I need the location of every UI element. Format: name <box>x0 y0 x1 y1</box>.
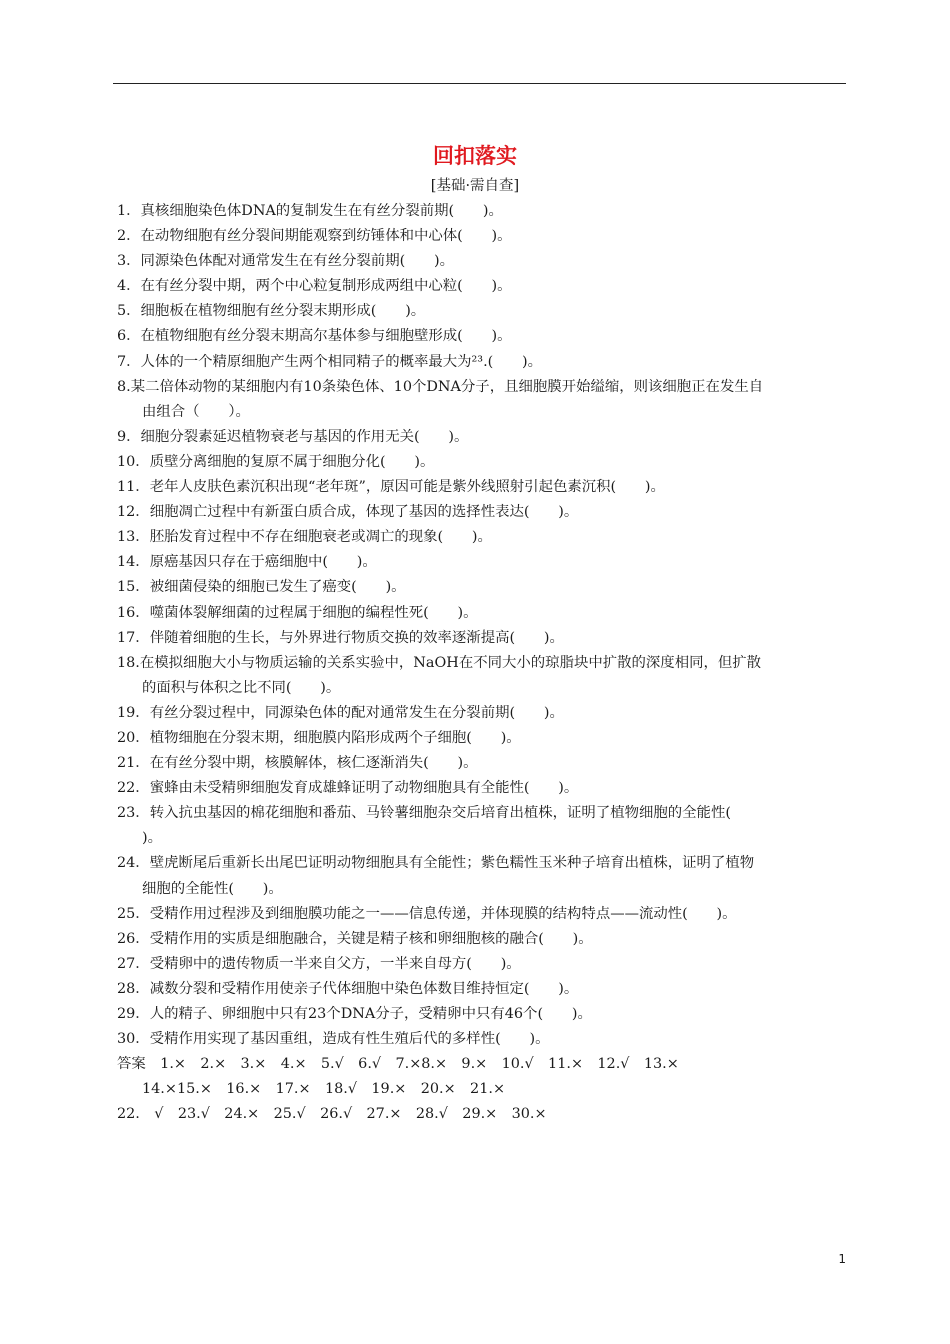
question-8-cont: 由组合（ ）。 <box>142 403 250 420</box>
question-17: 17．伴随着细胞的生长，与外界进行物质交换的效率逐渐提高( )。 <box>117 629 564 646</box>
question-10: 10．质壁分离细胞的复原不属于细胞分化( )。 <box>117 453 435 470</box>
question-1: 1．真核细胞染色体DNA的复制发生在有丝分裂前期( )。 <box>117 203 503 219</box>
page-title: 回扣落实 <box>433 144 517 168</box>
question-12: 12．细胞凋亡过程中有新蛋白质合成，体现了基因的选择性表达( )。 <box>117 504 579 521</box>
question-3: 3．同源染色体配对通常发生在有丝分裂前期( )。 <box>117 253 454 270</box>
question-7: 7．人体的一个精原细胞产生两个相同精子的概率最大为²³.( )。 <box>117 353 543 370</box>
question-list <box>117 199 852 1127</box>
question-9: 9．细胞分裂素延迟植物衰老与基因的作用无关( )。 <box>117 428 469 445</box>
question-30: 30．受精作用实现了基因重组，造成有性生殖后代的多样性( )。 <box>117 1031 550 1048</box>
question-15: 15．被细菌侵染的细胞已发生了癌变( )。 <box>117 579 406 596</box>
answers-line-2: 14.×15.× 16.× 17.× 18.√ 19.× 20.× 21.× <box>142 1081 506 1098</box>
question-28: 28．减数分裂和受精作用使亲子代体细胞中染色体数目维持恒定( )。 <box>117 980 579 997</box>
question-20: 20．植物细胞在分裂末期，细胞膜内陷形成两个子细胞( )。 <box>117 729 521 746</box>
question-18: 18.在模拟细胞大小与物质运输的关系实验中，NaOH在不同大小的琼脂块中扩散的深度相同，但扩散 <box>117 654 762 671</box>
question-24: 24．壁虎断尾后重新长出尾巴证明动物细胞具有全能性；紫色糯性玉米种子培育出植株，证明了植物 <box>117 855 755 872</box>
question-19: 19．有丝分裂过程中，同源染色体的配对通常发生在分裂前期( )。 <box>117 704 564 721</box>
header-rule <box>113 83 846 84</box>
question-8: 8.某二倍体动物的某细胞内有10条染色体、10个DNA分子，且细胞膜开始缢缩，则该细胞正在发生自 <box>117 378 764 395</box>
question-2: 2．在动物细胞有丝分裂间期能观察到纺锤体和中心体( )。 <box>117 228 512 245</box>
answers-line-3: 22. √ 23.√ 24.× 25.√ 26.√ 27.× 28.√ 29.× 30.× <box>117 1106 547 1123</box>
page-number: 1 <box>838 1252 846 1266</box>
question-26: 26．受精作用的实质是细胞融合，关键是精子核和卵细胞核的融合( )。 <box>117 930 593 947</box>
question-4: 4．在有丝分裂中期，两个中心粒复制形成两组中心粒( )。 <box>117 278 512 295</box>
question-27: 27．受精卵中的遗传物质一半来自父方，一半来自母方( )。 <box>117 955 521 972</box>
question-24-cont: 细胞的全能性( )。 <box>142 880 283 897</box>
question-23: 23．转入抗虫基因的棉花细胞和番茄、马铃薯细胞杂交后培育出植株，证明了植物细胞的全能性( <box>117 805 731 822</box>
question-25: 25．受精作用过程涉及到细胞膜功能之一——信息传递，并体现膜的结构特点——流动性( )。 <box>117 905 737 922</box>
question-18-cont: 的面积与体积之比不同( )。 <box>142 679 341 696</box>
question-14: 14．原癌基因只存在于癌细胞中( )。 <box>117 554 377 571</box>
question-29: 29．人的精子、卵细胞中只有23个DNA分子，受精卵中只有46个( )。 <box>117 1006 592 1022</box>
question-5: 5．细胞板在植物细胞有丝分裂末期形成( )。 <box>117 303 426 320</box>
question-11: 11．老年人皮肤色素沉积出现“老年斑”，原因可能是紫外线照射引起色素沉积( )。 <box>117 479 665 496</box>
question-6: 6．在植物细胞有丝分裂末期高尔基体参与细胞壁形成( )。 <box>117 328 512 345</box>
question-16: 16．噬菌体裂解细菌的过程属于细胞的编程性死( )。 <box>117 604 478 621</box>
question-23-cont: )。 <box>142 830 163 847</box>
section-subtitle: [基础·需自查] <box>430 178 520 194</box>
question-22: 22．蜜蜂由未受精卵细胞发育成雄蜂证明了动物细胞具有全能性( )。 <box>117 780 579 797</box>
question-13: 13．胚胎发育过程中不存在细胞衰老或凋亡的现象( )。 <box>117 529 492 546</box>
answers-line-1: 答案 1.× 2.× 3.× 4.× 5.√ 6.√ 7.×8.× 9.× 10.√ 11.× 12.√ 13.× <box>117 1056 679 1073</box>
question-21: 21．在有丝分裂中期，核膜解体，核仁逐渐消失( )。 <box>117 755 478 772</box>
